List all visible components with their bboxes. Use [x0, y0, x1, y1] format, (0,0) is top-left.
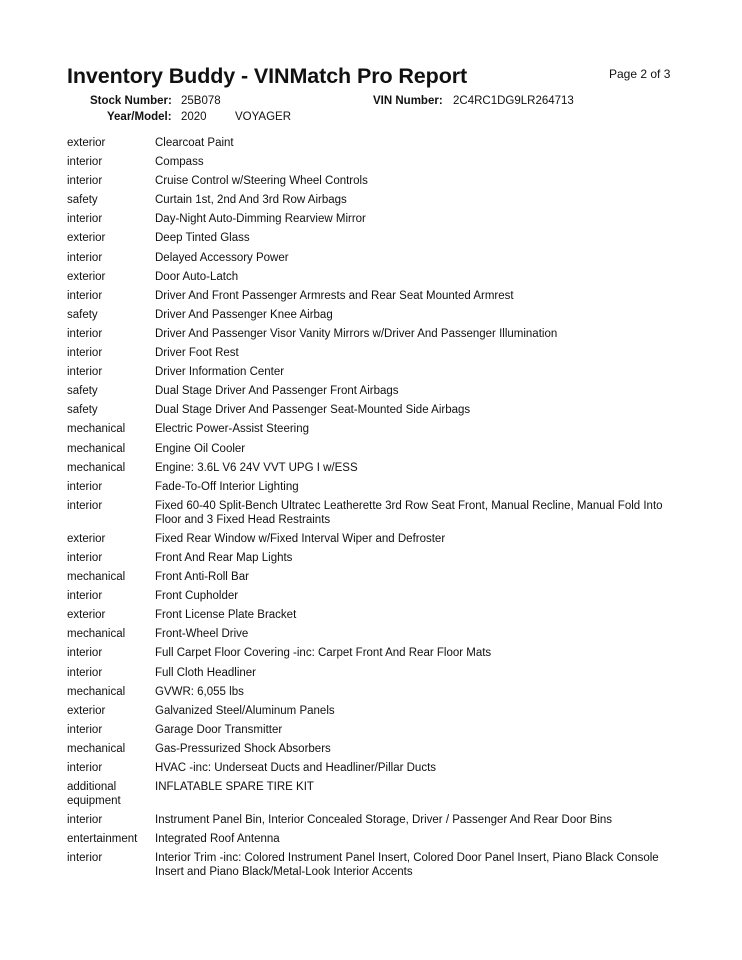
feature-category: interior — [67, 590, 103, 603]
feature-row — [67, 549, 682, 568]
feature-row — [67, 778, 682, 811]
feature-description: Driver And Front Passenger Armrests and Rear Seat Mounted Armrest — [155, 289, 514, 302]
feature-row — [67, 811, 682, 830]
feature-description: Engine: 3.6L V6 24V VVT UPG I w/ESS — [155, 461, 358, 474]
feature-description: Electric Power-Assist Steering — [155, 423, 310, 436]
feature-row — [67, 759, 682, 778]
feature-category: interior — [67, 251, 103, 264]
feature-row — [67, 740, 682, 759]
feature-category: safety — [67, 308, 98, 321]
feature-description: Front Cupholder — [155, 590, 239, 603]
feature-category: additional equipment — [67, 781, 121, 808]
feature-row — [67, 172, 682, 191]
feature-category: interior — [67, 723, 103, 736]
feature-category: exterior — [67, 532, 106, 545]
feature-description: Garage Door Transmitter — [155, 723, 283, 736]
feature-description: Fade-To-Off Interior Lighting — [155, 480, 299, 493]
feature-category: interior — [67, 289, 103, 302]
stock-number-label: Stock Number: — [90, 95, 172, 107]
feature-row — [67, 644, 682, 663]
feature-description: Driver And Passenger Knee Airbag — [155, 308, 333, 321]
feature-description: Clearcoat Paint — [155, 137, 234, 149]
feature-description: Delayed Accessory Power — [155, 251, 289, 264]
feature-description: INFLATABLE SPARE TIRE KIT — [155, 781, 314, 794]
report-title: Inventory Buddy - VINMatch Pro Report — [67, 64, 468, 88]
feature-description: Front-Wheel Drive — [155, 628, 249, 641]
feature-category: mechanical — [67, 571, 126, 584]
feature-category: mechanical — [67, 423, 126, 436]
feature-description: Day-Night Auto-Dimming Rearview Mirror — [155, 213, 366, 226]
feature-description: Fixed 60-40 Split-Bench Ultratec Leatherette 3rd Row Seat Front, Manual Recline, Manual Fold Into Floor and 3 Fixed Head Restraints — [155, 499, 663, 526]
feature-category: exterior — [67, 232, 106, 245]
feature-description: Engine Oil Cooler — [155, 442, 246, 455]
feature-description: Driver Information Center — [155, 366, 285, 379]
feature-row — [67, 568, 682, 587]
feature-row — [67, 440, 682, 459]
model-value: VOYAGER — [235, 111, 292, 123]
feature-category: interior — [67, 347, 103, 360]
feature-category: exterior — [67, 704, 106, 717]
feature-row — [67, 153, 682, 172]
feature-row — [67, 287, 682, 306]
feature-row — [67, 229, 682, 248]
feature-category: interior — [67, 213, 103, 226]
feature-description: Gas-Pressurized Shock Absorbers — [155, 742, 331, 755]
feature-row — [67, 587, 682, 606]
feature-row — [67, 530, 682, 549]
feature-description: Door Auto-Latch — [155, 270, 239, 283]
feature-description: Interior Trim -inc: Colored Instrument Panel Insert, Colored Door Panel Insert, Piano Black Console Insert and Piano Black/Metal-Look Interior Accents — [155, 852, 659, 879]
feature-category: interior — [67, 480, 103, 493]
feature-row — [67, 849, 682, 882]
feature-category: mechanical — [67, 742, 126, 755]
year-model-label: Year/Model: — [107, 111, 172, 123]
feature-row — [67, 420, 682, 439]
feature-description: Galvanized Steel/Aluminum Panels — [155, 704, 335, 717]
feature-row — [67, 401, 682, 420]
feature-row — [67, 702, 682, 721]
vin-number-value: 2C4RC1DG9LR264713 — [453, 95, 574, 107]
feature-description: Driver Foot Rest — [155, 347, 239, 360]
feature-row — [67, 497, 682, 530]
feature-category: safety — [67, 385, 98, 398]
feature-category: interior — [67, 762, 103, 774]
feature-row — [67, 249, 682, 268]
feature-row — [67, 134, 682, 153]
vin-number-label: VIN Number: — [373, 95, 443, 107]
feature-row — [67, 306, 682, 325]
feature-row — [67, 606, 682, 625]
feature-description: Curtain 1st, 2nd And 3rd Row Airbags — [155, 194, 347, 207]
feature-row — [67, 268, 682, 287]
year-value: 2020 — [181, 111, 207, 123]
stock-number-value: 25B078 — [181, 95, 221, 107]
feature-description: Compass — [155, 156, 204, 169]
feature-description: HVAC -inc: Underseat Ducts and Headliner/Pillar Ducts — [155, 762, 437, 774]
page-number: Page 2 of 3 — [609, 67, 671, 81]
feature-category: mechanical — [67, 628, 126, 641]
feature-description: Driver And Passenger Visor Vanity Mirrors w/Driver And Passenger Illumination — [155, 327, 558, 340]
feature-description: Instrument Panel Bin, Interior Concealed Storage, Driver / Passenger And Rear Door Bins — [155, 814, 613, 827]
features-table — [67, 134, 682, 882]
feature-row — [67, 210, 682, 229]
feature-category: interior — [67, 499, 103, 512]
feature-row — [67, 459, 682, 478]
feature-category: interior — [67, 175, 103, 188]
feature-category: interior — [67, 852, 103, 865]
feature-category: entertainment — [67, 833, 138, 846]
feature-category: mechanical — [67, 442, 126, 455]
feature-description: Deep Tinted Glass — [155, 232, 250, 245]
feature-description: Full Cloth Headliner — [155, 666, 256, 679]
feature-description: Dual Stage Driver And Passenger Front Airbags — [155, 385, 399, 398]
feature-description: Cruise Control w/Steering Wheel Controls — [155, 175, 368, 188]
feature-category: exterior — [67, 609, 106, 622]
feature-description: Front And Rear Map Lights — [155, 551, 293, 564]
feature-description: Full Carpet Floor Covering -inc: Carpet Front And Rear Floor Mats — [155, 647, 492, 660]
feature-category: safety — [67, 404, 98, 417]
feature-category: interior — [67, 366, 103, 379]
feature-category: mechanical — [67, 461, 126, 474]
feature-row — [67, 382, 682, 401]
feature-description: Front Anti-Roll Bar — [155, 571, 249, 584]
feature-category: interior — [67, 156, 103, 169]
feature-row — [67, 191, 682, 210]
feature-description: Integrated Roof Antenna — [155, 833, 280, 846]
feature-category: interior — [67, 647, 103, 660]
feature-description: Front License Plate Bracket — [155, 609, 297, 622]
feature-row — [67, 625, 682, 644]
feature-category: interior — [67, 551, 103, 564]
feature-row — [67, 683, 682, 702]
feature-row — [67, 325, 682, 344]
feature-category: safety — [67, 194, 98, 207]
feature-category: exterior — [67, 270, 106, 283]
feature-row — [67, 478, 682, 497]
feature-category: exterior — [67, 137, 106, 149]
feature-row — [67, 664, 682, 683]
feature-description: Fixed Rear Window w/Fixed Interval Wiper and Defroster — [155, 532, 446, 545]
feature-row — [67, 830, 682, 849]
feature-category: interior — [67, 814, 103, 827]
feature-category: interior — [67, 327, 103, 340]
feature-category: mechanical — [67, 685, 126, 698]
feature-description: GVWR: 6,055 lbs — [155, 685, 244, 698]
feature-description: Dual Stage Driver And Passenger Seat-Mounted Side Airbags — [155, 404, 471, 417]
feature-row — [67, 344, 682, 363]
feature-row — [67, 363, 682, 382]
feature-row — [67, 721, 682, 740]
feature-category: interior — [67, 666, 103, 679]
